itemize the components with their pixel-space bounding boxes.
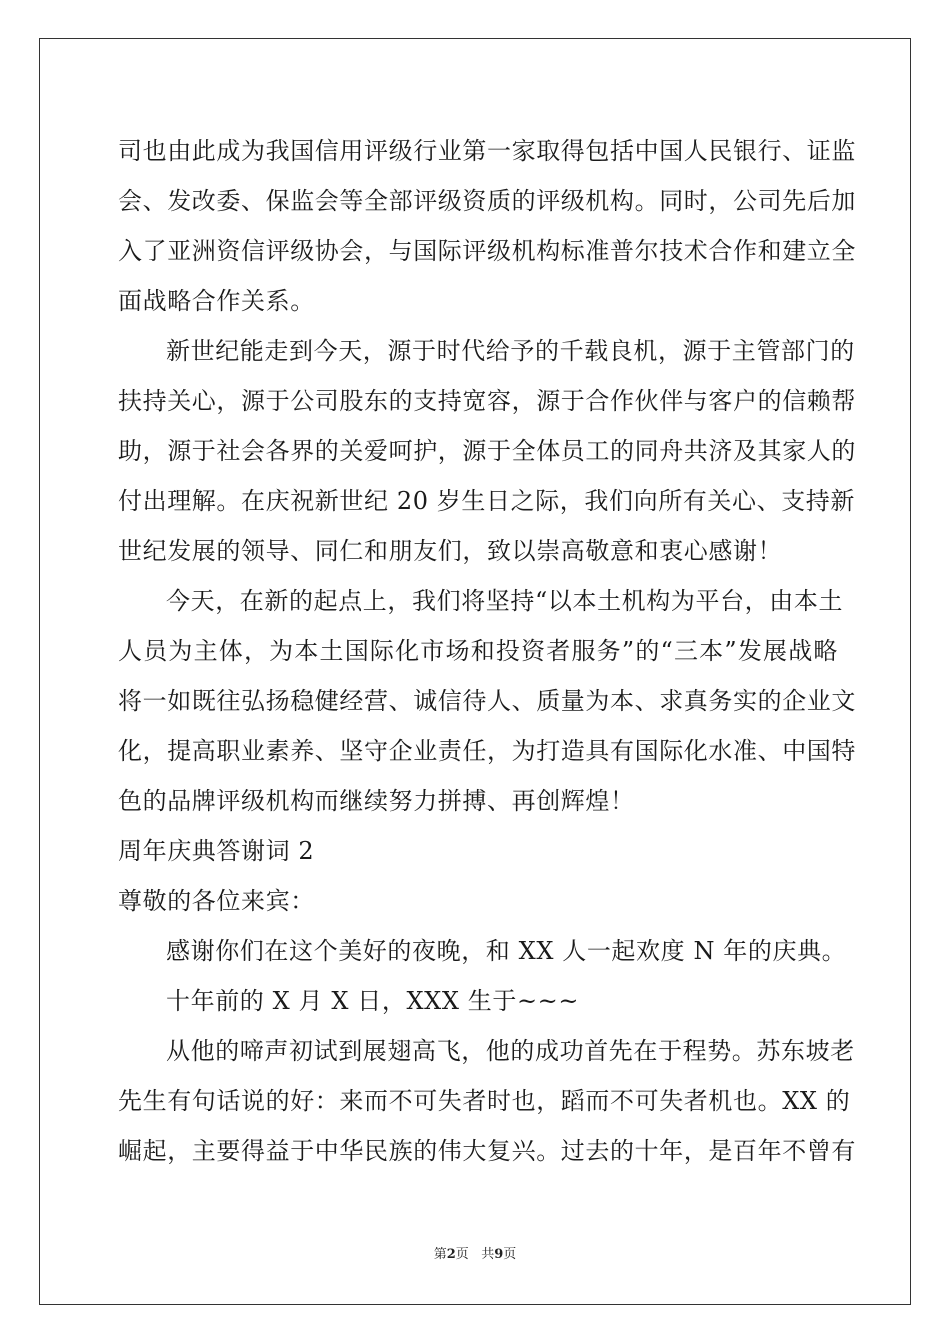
paragraph-2-line-2: 扶持关心，源于公司股东的支持宽容，源于合作伙伴与客户的信赖帮 bbox=[118, 387, 856, 415]
paragraph-2-line-3: 助，源于社会各界的关爱呵护，源于全体员工的同舟共济及其家人的 bbox=[118, 437, 856, 465]
footer-page-suffix: 页 bbox=[455, 1247, 469, 1262]
current-page-number: 2 bbox=[446, 1247, 456, 1262]
paragraph-2-line-5: 世纪发展的领导、同仁和朋友们，致以崇高敬意和衷心感谢！ bbox=[118, 537, 783, 565]
section-heading: 周年庆典答谢词 2 bbox=[118, 837, 315, 865]
footer-prefix: 第 bbox=[433, 1247, 447, 1262]
total-page-number: 9 bbox=[494, 1247, 504, 1262]
paragraph-3-line-2: 人员为主体，为本土国际化市场和投资者服务”的“三本”发展战略 bbox=[118, 637, 838, 665]
paragraph-2-line-1: 新世纪能走到今天，源于时代给予的千载良机，源于主管部门的 bbox=[166, 337, 855, 365]
paragraph-ten-years: 十年前的 X 月 X 日，XXX 生于~~~ bbox=[166, 987, 580, 1015]
paragraph-1-line-3: 入了亚洲资信评级协会，与国际评级机构标准普尔技术合作和建立全 bbox=[118, 237, 856, 265]
salutation: 尊敬的各位来宾： bbox=[118, 887, 315, 915]
paragraph-3-line-4: 化，提高职业素养、坚守企业责任，为打造具有国际化水准、中国特 bbox=[118, 737, 856, 765]
footer-total-prefix: 共 bbox=[481, 1247, 495, 1262]
paragraph-2-line-4: 付出理解。在庆祝新世纪 20 岁生日之际，我们向所有关心、支持新 bbox=[118, 487, 855, 515]
paragraph-3-line-3: 将一如既往弘扬稳健经营、诚信待人、质量为本、求真务实的企业文 bbox=[118, 687, 856, 715]
paragraph-3-line-1: 今天，在新的起点上，我们将坚持“以本土机构为平台，由本土 bbox=[166, 587, 844, 615]
paragraph-1-line-2: 会、发改委、保监会等全部评级资质的评级机构。同时，公司先后加 bbox=[118, 187, 856, 215]
paragraph-1-line-1: 司也由此成为我国信用评级行业第一家取得包括中国人民银行、证监 bbox=[118, 137, 856, 165]
page-footer bbox=[0, 1246, 950, 1264]
footer-total-suffix: 页 bbox=[503, 1247, 517, 1262]
paragraph-thanks: 感谢你们在这个美好的夜晚，和 XX 人一起欢度 N 年的庆典。 bbox=[166, 937, 847, 965]
paragraph-7-line-2: 先生有句话说的好：来而不可失者时也，蹈而不可失者机也。XX 的 bbox=[118, 1087, 851, 1115]
paragraph-3-line-5: 色的品牌评级机构而继续努力拼搏、再创辉煌！ bbox=[118, 787, 635, 815]
paragraph-1-line-4: 面战略合作关系。 bbox=[118, 287, 315, 315]
paragraph-7-line-1: 从他的啼声初试到展翅高飞，他的成功首先在于程势。苏东坡老 bbox=[166, 1037, 855, 1065]
paragraph-7-line-3: 崛起，主要得益于中华民族的伟大复兴。过去的十年，是百年不曾有 bbox=[118, 1137, 856, 1165]
